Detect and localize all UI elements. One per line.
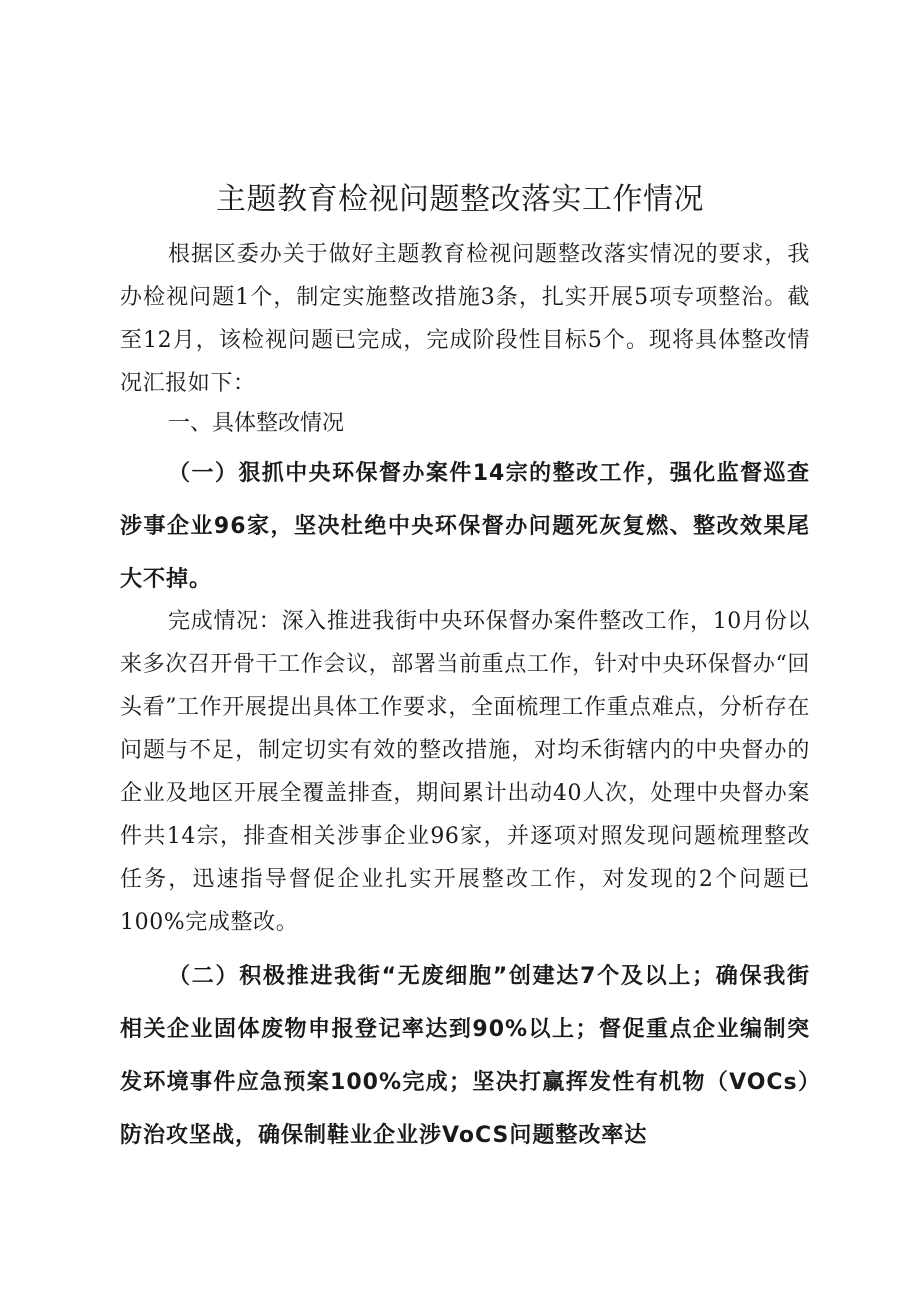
item-1-completion-paragraph: 完成情况：深入推进我街中央环保督办案件整改工作，10月份以来多次召开骨干工作会议，部署当前重点工作，针对中央环保督办“回头看”工作开展提出具体工作要求，全面梳理工作重点难点，分析存在问题与不足，制定切实有效的整改措施，对均禾街辖内的中央督办的企业及地区开展全覆盖排查，期间累计出动40人次，处理中央督办案件共14宗，排查相关涉事企业96家，并逐项对照发现问题梳理整改任务，迅速指导督促企业扎实开展整改工作，对发现的2个问题已100%完成整改。: [120, 609, 810, 935]
document-title: 主题教育检视问题整改落实工作情况: [216, 182, 704, 217]
section-heading-1: 一、具体整改情况: [168, 411, 345, 436]
intro-paragraph: 根据区委办关于做好主题教育检视问题整改落实情况的要求，我办检视问题1个，制定实施整改措施3条，扎实开展5项专项整治。截至12月，该检视问题已完成，完成阶段性目标5个。现将具体整改情况汇报如下：: [120, 242, 810, 396]
item-1-heading: （一）狠抓中央环保督办案件14宗的整改工作，强化监督巡查涉事企业96家，坚决杜绝中央环保督办问题死灰复燃、整改效果尾大不掉。: [120, 461, 810, 592]
item-2-heading: （二）积极推进我街“无废细胞”创建达7个及以上；确保我街相关企业固体废物申报登记率达到90%以上；督促重点企业编制突发环境事件应急预案100%完成；坚决打赢挥发性有机物（VOCs）防治攻坚战，确保制鞋业企业涉VoCS问题整改率达: [120, 964, 810, 1148]
